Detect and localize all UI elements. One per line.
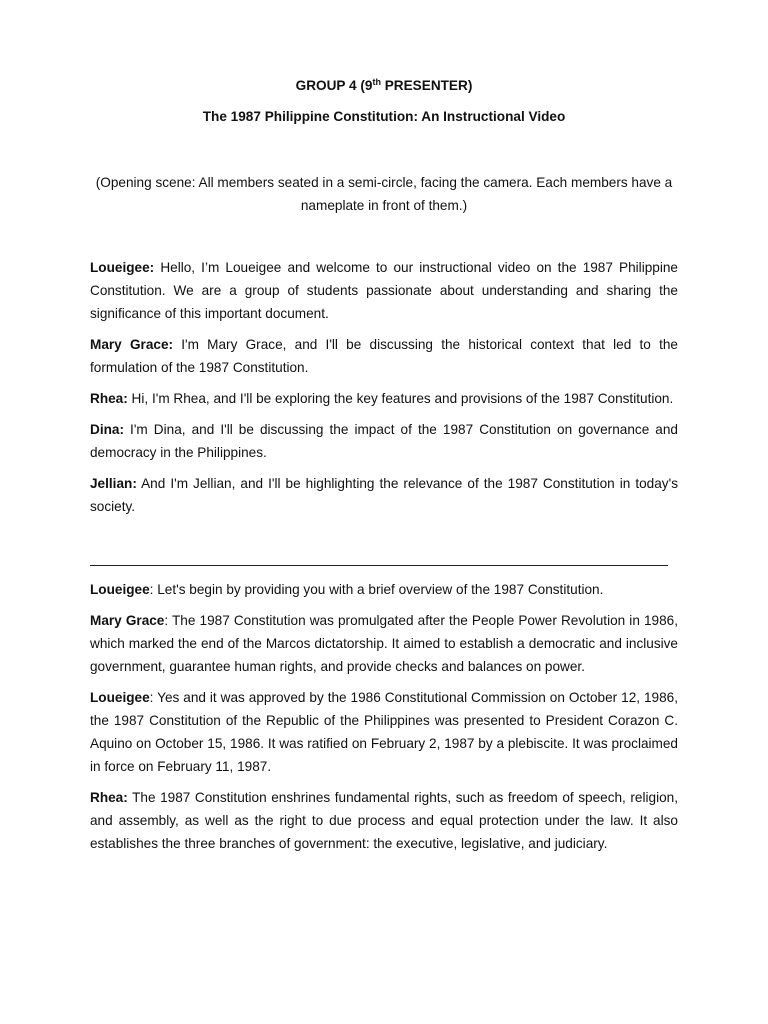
group-title	[90, 78, 678, 93]
speaker-name: Loueigee	[90, 690, 150, 705]
speaker-name: Loueigee:	[90, 260, 155, 275]
dialogue-line	[90, 686, 678, 778]
dialogue-line	[90, 578, 678, 601]
group-title-suffix: PRESENTER)	[380, 78, 473, 93]
dialogue-line	[90, 472, 678, 518]
dialogue-text: : Let's begin by providing you with a brief overview of the 1987 Constitution.	[149, 582, 604, 597]
dialogue-text: I'm Mary Grace, and I'll be discussing the historical context that led to the formulation of the 1987 Constitution.	[90, 337, 678, 375]
dialogue-text: Hi, I'm Rhea, and I'll be exploring the key features and provisions of the 1987 Constitution.	[127, 391, 674, 406]
dialogue-line	[90, 387, 678, 410]
dialogue-line	[90, 418, 678, 464]
dialogue-line	[90, 256, 678, 325]
speaker-name: Mary Grace	[90, 613, 165, 628]
speaker-name: Mary Grace:	[90, 337, 174, 352]
group-title-prefix: GROUP 4 (9	[295, 78, 373, 93]
document-title: The 1987 Philippine Constitution: An Instructional Video	[202, 109, 566, 124]
speaker-name: Jellian:	[90, 476, 137, 491]
dialogue-text: I'm Dina, and I'll be discussing the impact of the 1987 Constitution on governance and democracy in the Philippines.	[90, 422, 678, 460]
speaker-name: Rhea:	[90, 391, 128, 406]
dialogue-text: And I'm Jellian, and I'll be highlighting the relevance of the 1987 Constitution in today's society.	[90, 476, 678, 514]
speaker-name: Rhea:	[90, 790, 128, 805]
dialogue-text: The 1987 Constitution enshrines fundamental rights, such as freedom of speech, religion, and assembly, as well as the right to due process and equal protection under the law. It also establishes the three branches of government: the executive, legislative, and judiciary.	[90, 790, 678, 851]
speaker-name: Dina:	[90, 422, 124, 437]
dialogue-text: : Yes and it was approved by the 1986 Constitutional Commission on October 12, 1986, the 1987 Constitution of the Republic of the Philippines was presented to President Corazon C. Aquino on October 15, 1986. It was ratified on February 2, 1987 by a plebiscite. It was proclaimed in force on February 11, 1987.	[90, 690, 678, 774]
discussion-section	[90, 578, 678, 863]
section-divider	[90, 565, 668, 566]
dialogue-line	[90, 333, 678, 379]
introductions-section	[90, 256, 678, 526]
dialogue-line	[90, 786, 678, 855]
dialogue-line	[90, 609, 678, 678]
dialogue-text: Hello, I’m Loueigee and welcome to our instructional video on the 1987 Philippine Constitution. We are a group of students passionate about understanding and sharing the significance of this important document.	[90, 260, 678, 321]
group-title-superscript: th	[372, 77, 381, 87]
speaker-name: Loueigee	[90, 582, 150, 597]
opening-scene-note: (Opening scene: All members seated in a semi-circle, facing the camera. Each members have a nameplate in front of them.)	[95, 175, 673, 213]
dialogue-text: : The 1987 Constitution was promulgated after the People Power Revolution in 1986, which marked the end of the Marcos dictatorship. It aimed to establish a democratic and inclusive government, guarantee human rights, and provide checks and balances on power.	[90, 613, 678, 674]
